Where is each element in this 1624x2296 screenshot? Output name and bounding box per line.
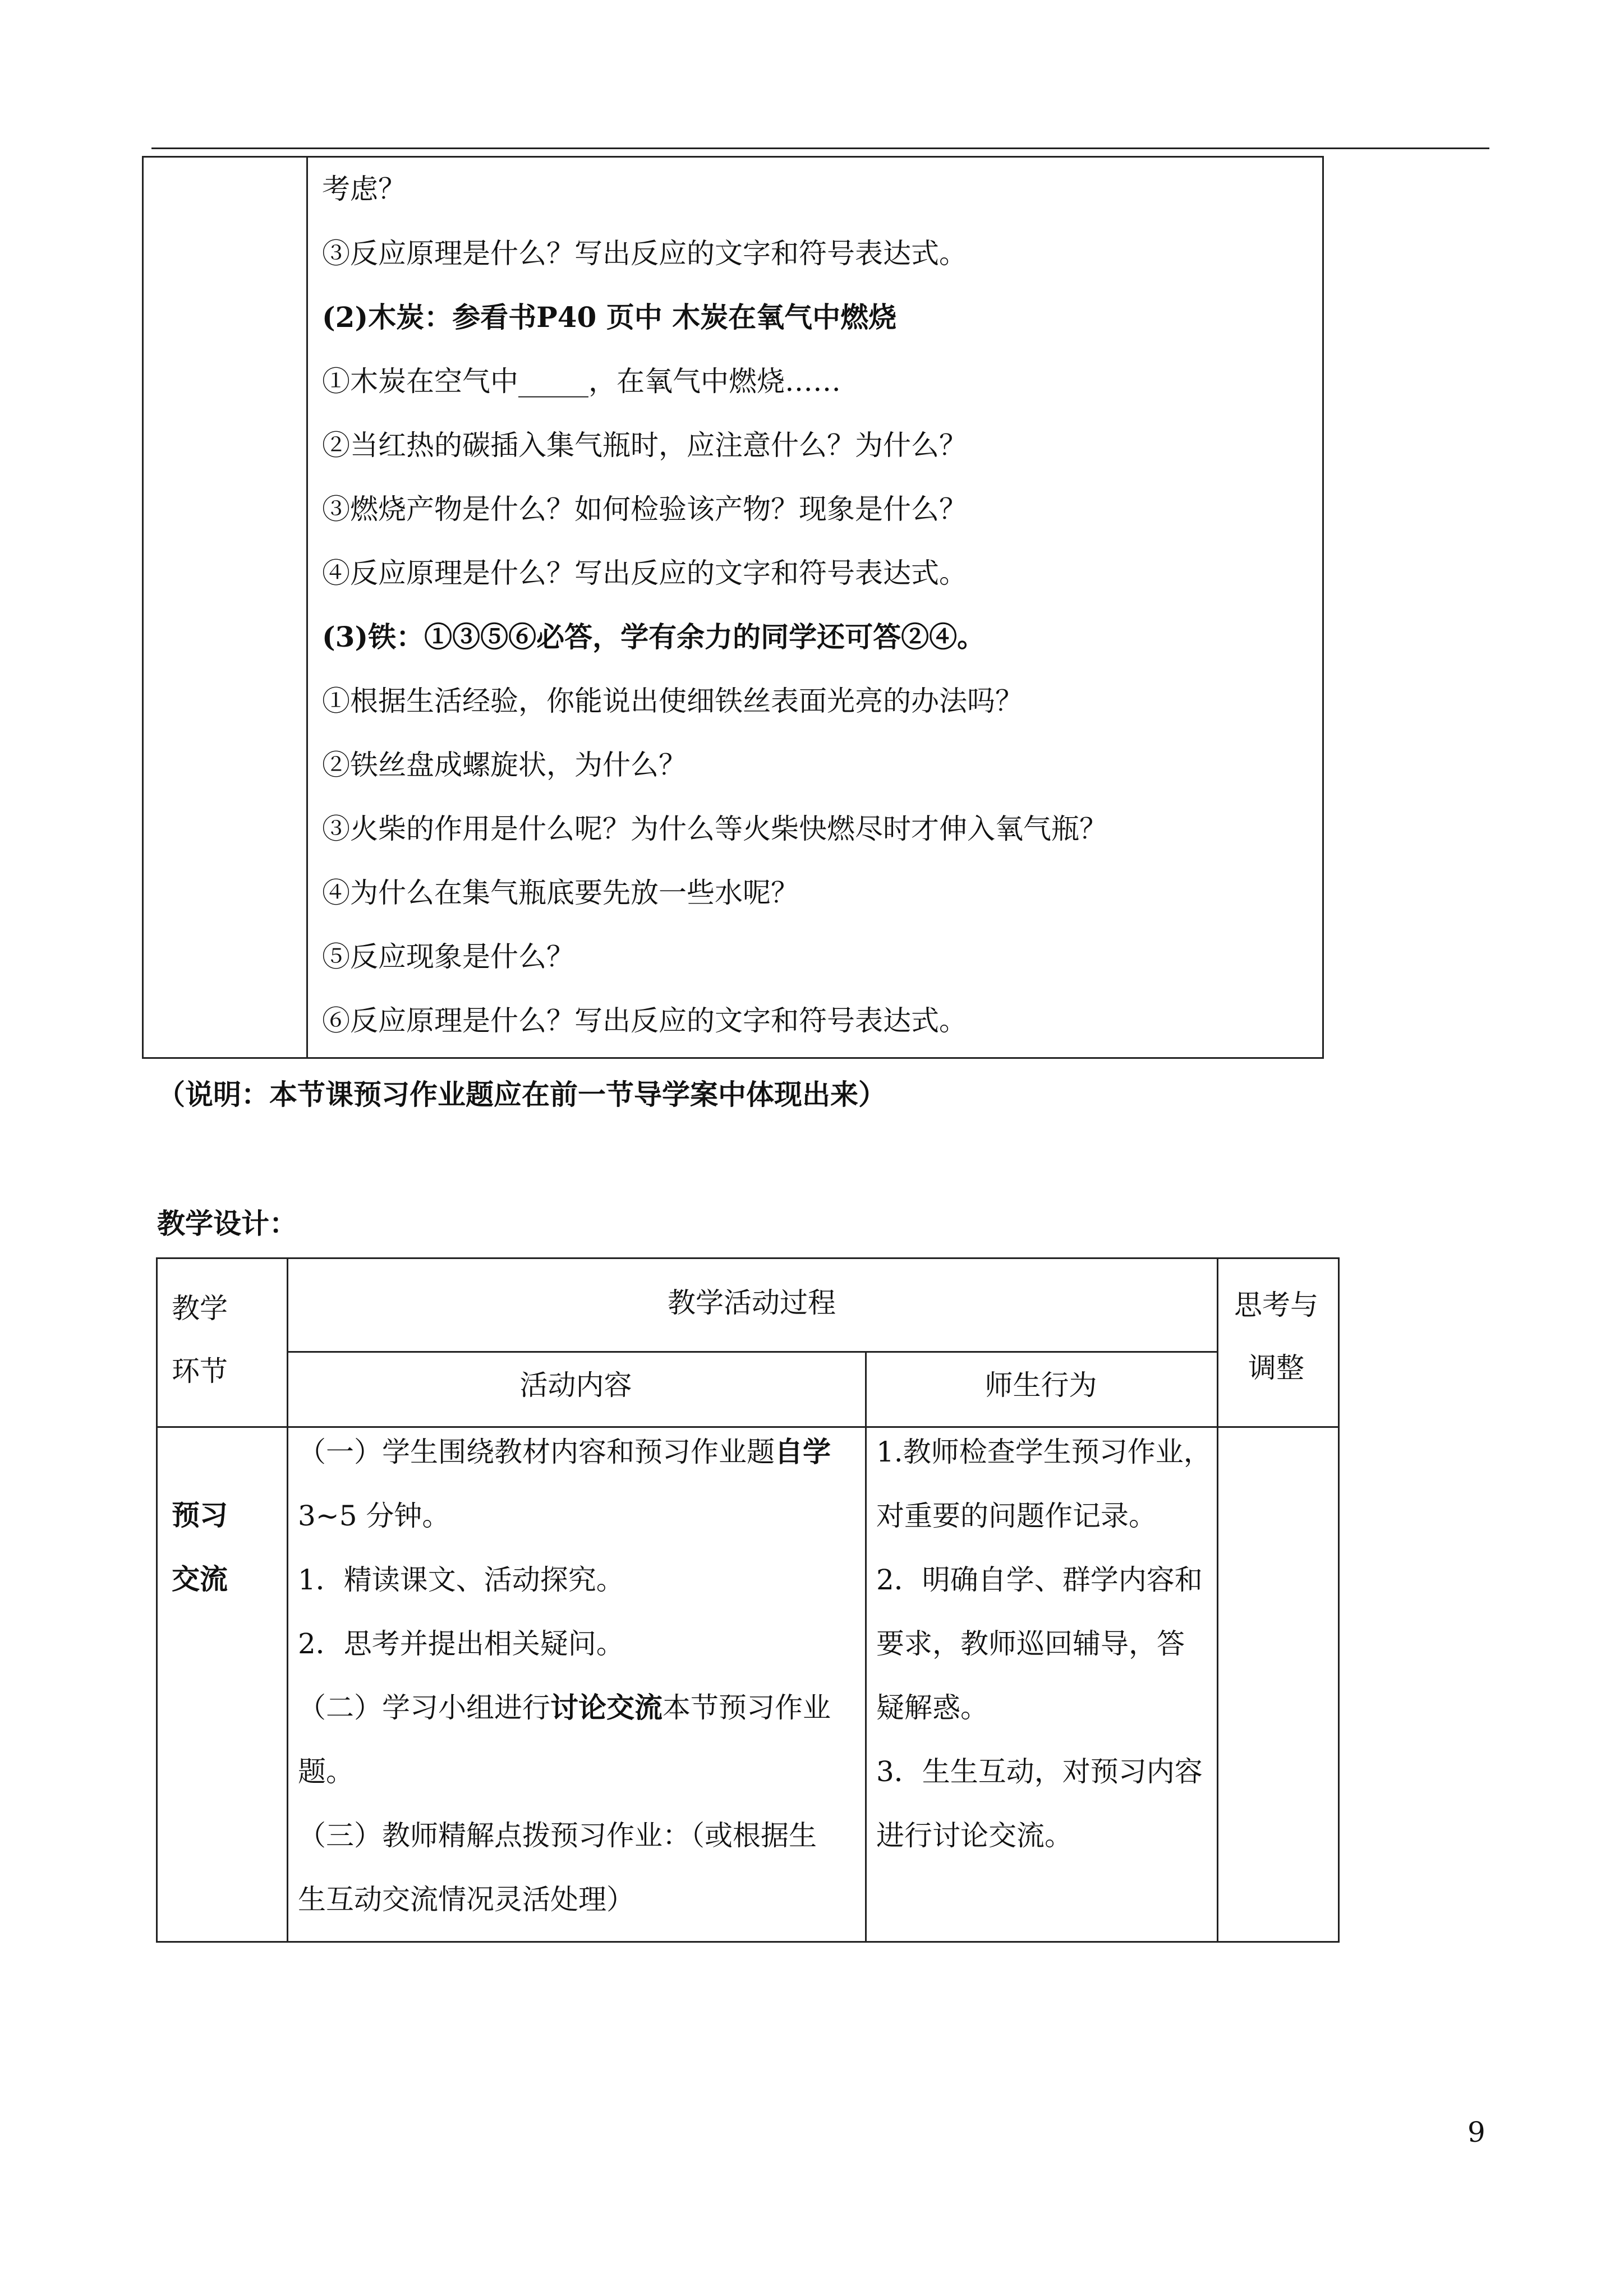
prep-line: ③反应原理是什么？写出反应的文字和符号表达式。 — [322, 237, 967, 270]
prep-line: ③火柴的作用是什么呢？为什么等火柴快燃尽时才伸入氧气瓶？ — [322, 813, 1107, 845]
content-line: 2．思考并提出相关疑问。 — [298, 1628, 624, 1660]
prep-subheading-charcoal: (2)木炭：参看书P40 页中 木炭在氧气中燃烧 — [322, 301, 897, 334]
content-line: 1．精读课文、活动探究。 — [298, 1564, 624, 1596]
content-line: 生互动交流情况灵活处理） — [298, 1883, 634, 1916]
prep-line: ④反应原理是什么？写出反应的文字和符号表达式。 — [322, 557, 967, 589]
prep-box-divider — [306, 158, 308, 1057]
content-line: 题。 — [298, 1755, 354, 1788]
content-line: 3~5 分钟。 — [298, 1500, 450, 1532]
prep-line: ①根据生活经验，你能说出使细铁丝表面光亮的办法吗？ — [322, 685, 1023, 717]
teaching-design-table: 教学 环节 教学活动过程 活动内容 师生行为 思考与 调整 预习 交流 （一）学生围绕教材内容和预习作业题自学 3~5 分钟。 1．精读课文、活动探究。 2．思考并提出相关疑问。 （二）学习小组进行讨论交流本节预习作业 题。 （三）教师精解点拨预习作业：（或根据生 生互动交流情况灵活处理） 1.教师检查学生预习作业， 对重要的问题作记录。 2．明确自学、群学内容和 要求，教师巡回辅导，答 疑解惑。 3．生生互动，对预习内容 进行讨论交流。 — [156, 1257, 1340, 1943]
design-heading: 教学设计： — [157, 1207, 297, 1240]
note-text: （说明：本节课预习作业题应在前一节导学案中体现出来） — [157, 1078, 886, 1111]
behavior-line: 3．生生互动，对预习内容 — [876, 1755, 1203, 1788]
prep-line: ⑥反应原理是什么？写出反应的文字和符号表达式。 — [322, 1004, 967, 1037]
content-line: （一）学生围绕教材内容和预习作业题自学 — [298, 1435, 831, 1468]
row-behavior — [865, 1427, 1217, 1941]
prep-line: ②当红热的碳插入集气瓶时，应注意什么？为什么？ — [322, 429, 967, 462]
prep-questions-box — [142, 156, 1324, 1059]
header-rule — [151, 147, 1489, 149]
header-process: 教学活动过程 — [668, 1287, 836, 1319]
behavior-line: 疑解惑。 — [876, 1691, 988, 1724]
behavior-line: 对重要的问题作记录。 — [876, 1500, 1157, 1532]
prep-line: ④为什么在集气瓶底要先放一些水呢？ — [322, 877, 799, 909]
behavior-line: 要求，教师巡回辅导，答 — [876, 1628, 1185, 1660]
row-reflect — [1217, 1427, 1338, 1941]
header-behavior: 师生行为 — [984, 1369, 1097, 1401]
row-content — [287, 1427, 865, 1941]
behavior-line: 进行讨论交流。 — [876, 1819, 1073, 1852]
content-line: （三）教师精解点拨预习作业：（或根据生 — [298, 1819, 817, 1852]
prep-subheading-iron: (3)铁：①③⑤⑥必答，学有余力的同学还可答②④。 — [322, 620, 986, 653]
behavior-line: 1.教师检查学生预习作业， — [876, 1436, 1212, 1468]
prep-line: ①木炭在空气中_____，在氧气中燃烧…… — [322, 365, 841, 398]
prep-line: 考虑？ — [322, 173, 406, 205]
prep-line: ③燃烧产物是什么？如何检验该产物？现象是什么？ — [322, 493, 967, 525]
behavior-line: 2．明确自学、群学内容和 — [876, 1564, 1203, 1596]
page-number: 9 — [1467, 2116, 1485, 2149]
prep-line: ②铁丝盘成螺旋状，为什么？ — [322, 749, 687, 781]
prep-line: ⑤反应现象是什么？ — [322, 940, 574, 973]
table-row-divider — [287, 1351, 1217, 1353]
header-content: 活动内容 — [519, 1369, 632, 1401]
content-line: （二）学习小组进行讨论交流本节预习作业 — [298, 1691, 831, 1724]
